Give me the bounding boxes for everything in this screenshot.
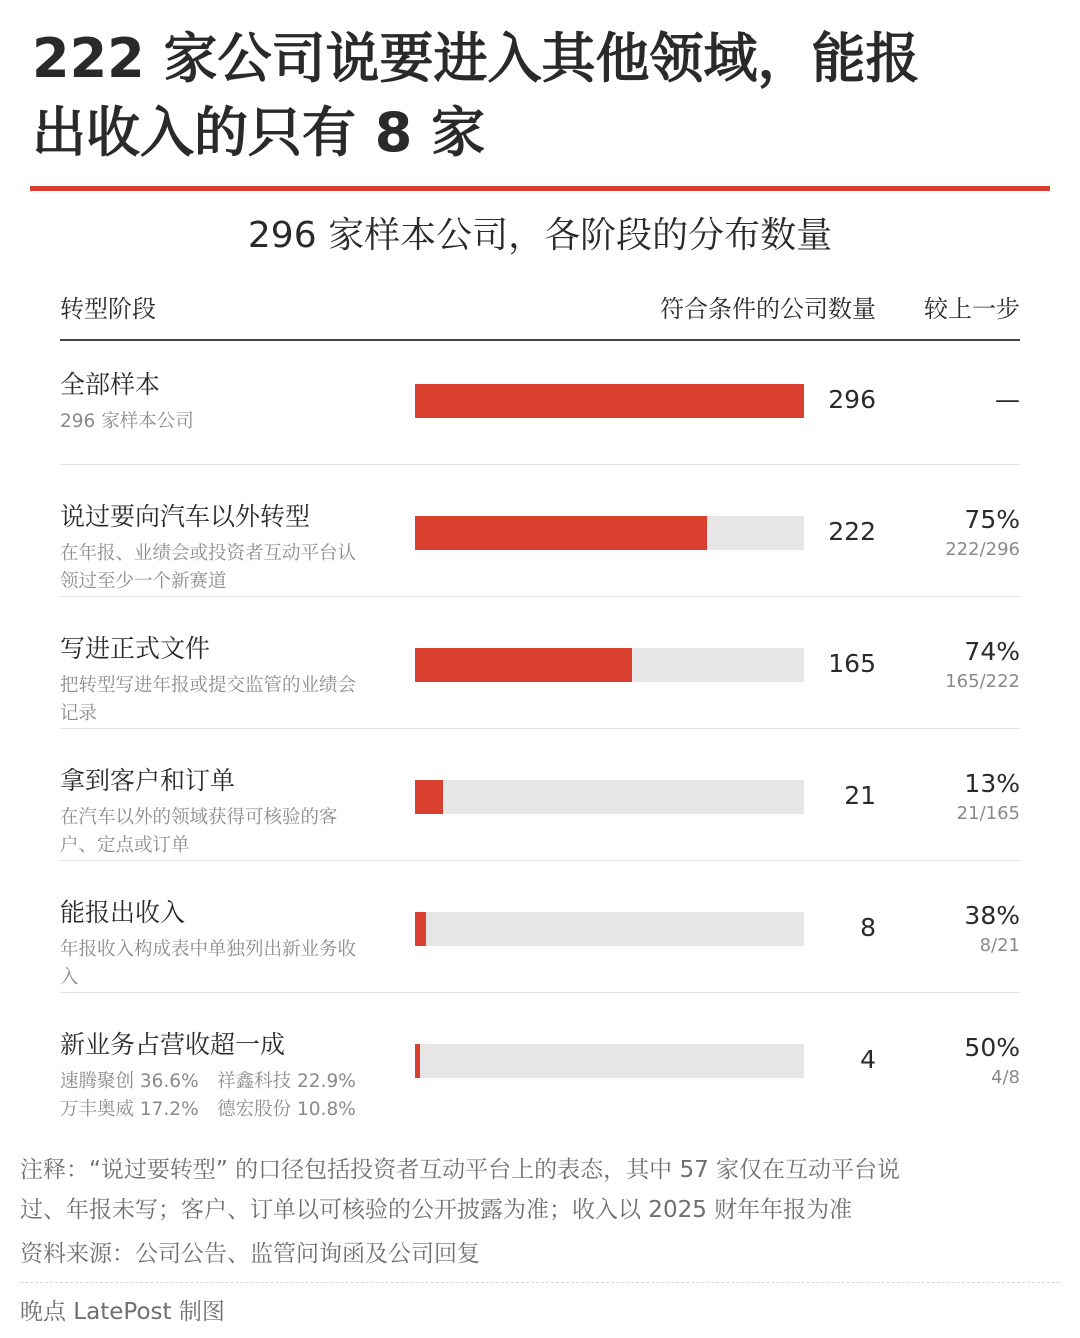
funnel-row	[0, 756, 1080, 888]
bar-value-label: 165	[828, 649, 876, 678]
stage-label: 说过要向汽车以外转型	[60, 502, 311, 531]
funnel-row	[0, 888, 1080, 1020]
row-divider	[60, 860, 1020, 861]
stage-label: 全部样本	[60, 370, 161, 399]
title-underline	[30, 186, 1050, 191]
column-header-count: 符合条件的公司数量	[660, 295, 876, 323]
step-ratio-percent: —	[995, 385, 1020, 414]
bar	[415, 648, 632, 682]
step-ratio-fraction: 4/8	[991, 1067, 1020, 1088]
bar	[415, 516, 707, 550]
bar-track	[415, 516, 804, 550]
bar-value-label: 4	[860, 1045, 876, 1074]
chart-credit: 晚点 LatePost 制图	[20, 1299, 225, 1325]
stage-description-line: 万丰奥威 17.2% 德宏股份 10.8%	[60, 1099, 356, 1120]
row-divider	[60, 728, 1020, 729]
footer-divider	[20, 1282, 1060, 1283]
bar	[415, 384, 804, 418]
title-line-2: 出收入的只有 8 家	[32, 101, 486, 164]
funnel-row	[0, 492, 1080, 624]
column-header-stage: 转型阶段	[60, 295, 156, 323]
bar-track	[415, 912, 804, 946]
stage-label: 能报出收入	[60, 898, 186, 927]
bar	[415, 780, 443, 814]
bar-value-label: 8	[860, 913, 876, 942]
stage-description-line: 296 家样本公司	[60, 411, 194, 432]
stage-label: 新业务占营收超一成	[60, 1030, 286, 1059]
bar	[415, 912, 426, 946]
footnote-line-1: 注释：“说过要转型” 的口径包括投资者互动平台上的表态，其中 57 家仅在互动平台说	[20, 1157, 901, 1183]
stage-description-line: 在年报、业绩会或投资者互动平台认	[60, 543, 357, 564]
stage-description	[60, 672, 390, 728]
bar-value-label: 222	[828, 517, 876, 546]
bar-track	[415, 648, 804, 682]
step-ratio-fraction: 21/165	[956, 803, 1020, 824]
title-line-1: 222 家公司说要进入其他领域，能报	[32, 27, 920, 90]
row-divider	[60, 464, 1020, 465]
stage-description-line: 领过至少一个新赛道	[60, 571, 227, 592]
step-ratio-percent: 38%	[964, 901, 1020, 930]
stage-description	[60, 408, 390, 436]
bar	[415, 1044, 420, 1078]
step-ratio-percent: 74%	[964, 637, 1020, 666]
stage-description-line: 把转型写进年报或提交监管的业绩会	[60, 675, 357, 696]
row-divider	[60, 992, 1020, 993]
stage-label: 拿到客户和订单	[60, 766, 236, 795]
row-divider	[60, 596, 1020, 597]
column-header-ratio: 较上一步	[924, 295, 1020, 323]
footnote-line-2: 过、年报未写；客户、订单以可核验的公开披露为准；收入以 2025 财年年报为准	[20, 1197, 853, 1223]
bar-value-label: 296	[828, 385, 876, 414]
footnote	[20, 1150, 1060, 1230]
data-source: 资料来源：公司公告、监管问询函及公司回复	[20, 1241, 480, 1267]
bar-value-label: 21	[844, 781, 876, 810]
stage-description-line: 在汽车以外的领域获得可核验的客	[60, 807, 338, 828]
chart-subtitle: 296 家样本公司，各阶段的分布数量	[247, 215, 833, 256]
stage-description-line: 入	[60, 967, 79, 988]
step-ratio-percent: 50%	[964, 1033, 1020, 1062]
stage-description	[60, 540, 390, 596]
step-ratio-percent: 13%	[964, 769, 1020, 798]
header-divider	[60, 339, 1020, 341]
stage-description	[60, 936, 390, 992]
stage-label: 写进正式文件	[60, 634, 211, 663]
bar-track	[415, 1044, 804, 1078]
bar-track	[415, 780, 804, 814]
stage-description	[60, 1068, 390, 1124]
funnel-row	[0, 624, 1080, 756]
funnel-row	[0, 1020, 1080, 1152]
step-ratio-percent: 75%	[964, 505, 1020, 534]
funnel-row	[0, 360, 1080, 492]
step-ratio-fraction: 165/222	[945, 671, 1020, 692]
step-ratio-fraction: 222/296	[945, 539, 1020, 560]
stage-description	[60, 804, 390, 860]
chart-title	[32, 22, 1032, 170]
stage-description-line: 速腾聚创 36.6% 祥鑫科技 22.9%	[60, 1071, 356, 1092]
stage-description-line: 户、定点或订单	[60, 835, 190, 856]
stage-description-line: 年报收入构成表中单独列出新业务收	[60, 939, 357, 960]
stage-description-line: 记录	[60, 703, 98, 724]
step-ratio-fraction: 8/21	[979, 935, 1020, 956]
bar-track	[415, 384, 804, 418]
